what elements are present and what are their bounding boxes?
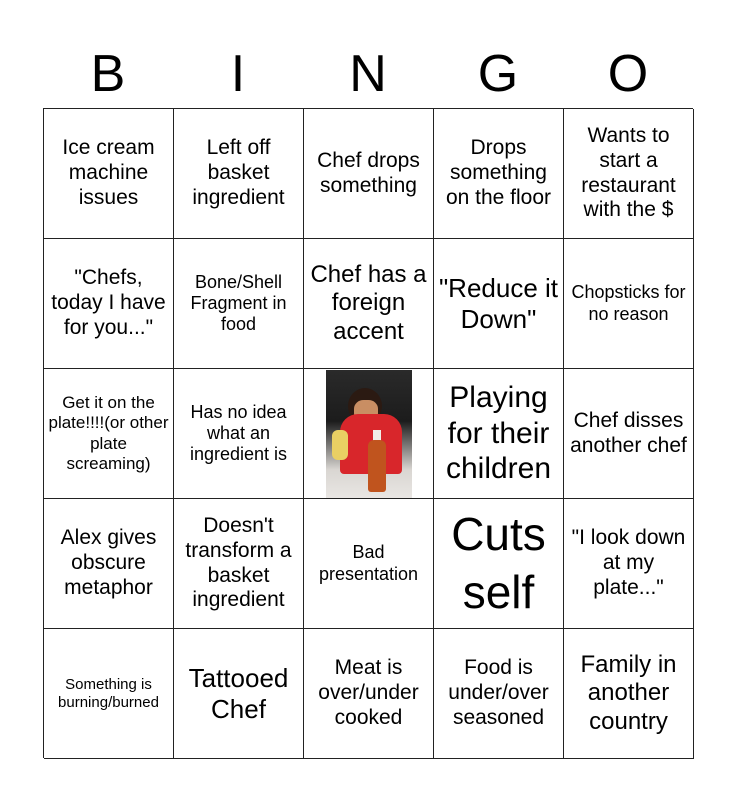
cell-text: Alex gives obscure metaphor <box>60 526 157 599</box>
bingo-cell[interactable] <box>44 369 174 499</box>
bingo-cell[interactable] <box>174 499 304 629</box>
cell-text: Chopsticks for no reason <box>571 282 686 324</box>
free-space-cell[interactable] <box>304 369 434 499</box>
bingo-cell[interactable] <box>44 109 174 239</box>
bingo-cell[interactable] <box>434 239 564 369</box>
bingo-cell[interactable] <box>434 369 564 499</box>
photo-shaker <box>332 430 348 460</box>
cell-text: Playing for their children <box>445 381 552 486</box>
cell-text: Tattooed Chef <box>188 662 289 724</box>
cell-text: Cuts self <box>451 508 546 618</box>
bingo-cell[interactable] <box>44 499 174 629</box>
cell-text: Bad presentation <box>318 542 419 584</box>
bingo-cell[interactable] <box>564 499 694 629</box>
bingo-cell[interactable] <box>44 629 174 759</box>
bingo-cell[interactable] <box>304 629 434 759</box>
cell-text: Wants to start a restaurant with the $ <box>581 123 676 222</box>
bingo-cell[interactable] <box>564 369 694 499</box>
cell-text: "Reduce it Down" <box>438 272 559 334</box>
cell-text: Has no idea what an ingredient is <box>189 401 288 465</box>
bingo-cell[interactable] <box>304 239 434 369</box>
cell-text: Something is burning/burned <box>58 675 159 711</box>
bingo-cell[interactable] <box>174 629 304 759</box>
cell-text: "I look down at my plate..." <box>571 526 686 599</box>
header-letter-b: B <box>90 45 126 103</box>
cell-text: Drops something on the floor <box>445 136 552 209</box>
cell-text: Family in another country <box>580 651 677 735</box>
header-letter-i: I <box>230 45 246 103</box>
bingo-cell[interactable] <box>174 239 304 369</box>
chef-photo <box>326 370 412 498</box>
header-letter-o: O <box>607 45 649 103</box>
bingo-cell[interactable] <box>174 369 304 499</box>
bingo-header <box>43 40 693 108</box>
cell-text: Food is under/over seasoned <box>448 656 549 729</box>
cell-text: Left off basket ingredient <box>192 136 285 209</box>
bingo-cell[interactable] <box>564 109 694 239</box>
bingo-grid <box>43 108 693 758</box>
bingo-cell[interactable] <box>434 109 564 239</box>
cell-text: Chef drops something <box>317 148 420 197</box>
bingo-cell[interactable] <box>564 239 694 369</box>
header-letter-n: N <box>349 45 387 103</box>
cell-text: "Chefs, today I have for you..." <box>51 266 166 339</box>
bingo-cell[interactable] <box>174 109 304 239</box>
cell-text: Chef disses another chef <box>570 408 687 457</box>
cell-text: Get it on the plate!!!!(or other plate screaming) <box>48 393 169 473</box>
cell-text: Ice cream machine issues <box>62 136 155 209</box>
photo-bottle <box>368 440 386 492</box>
bingo-cell[interactable] <box>304 109 434 239</box>
bingo-cell[interactable] <box>434 499 564 629</box>
cell-text: Bone/Shell Fragment in food <box>190 271 287 335</box>
bingo-cell[interactable] <box>44 239 174 369</box>
cell-text: Doesn't transform a basket ingredient <box>185 513 292 612</box>
bingo-cell[interactable] <box>434 629 564 759</box>
bingo-cell[interactable] <box>564 629 694 759</box>
cell-text: Meat is over/under cooked <box>318 656 419 729</box>
cell-text: Chef has a foreign accent <box>310 261 427 345</box>
bingo-cell[interactable] <box>304 499 434 629</box>
header-letter-g: G <box>477 45 519 103</box>
